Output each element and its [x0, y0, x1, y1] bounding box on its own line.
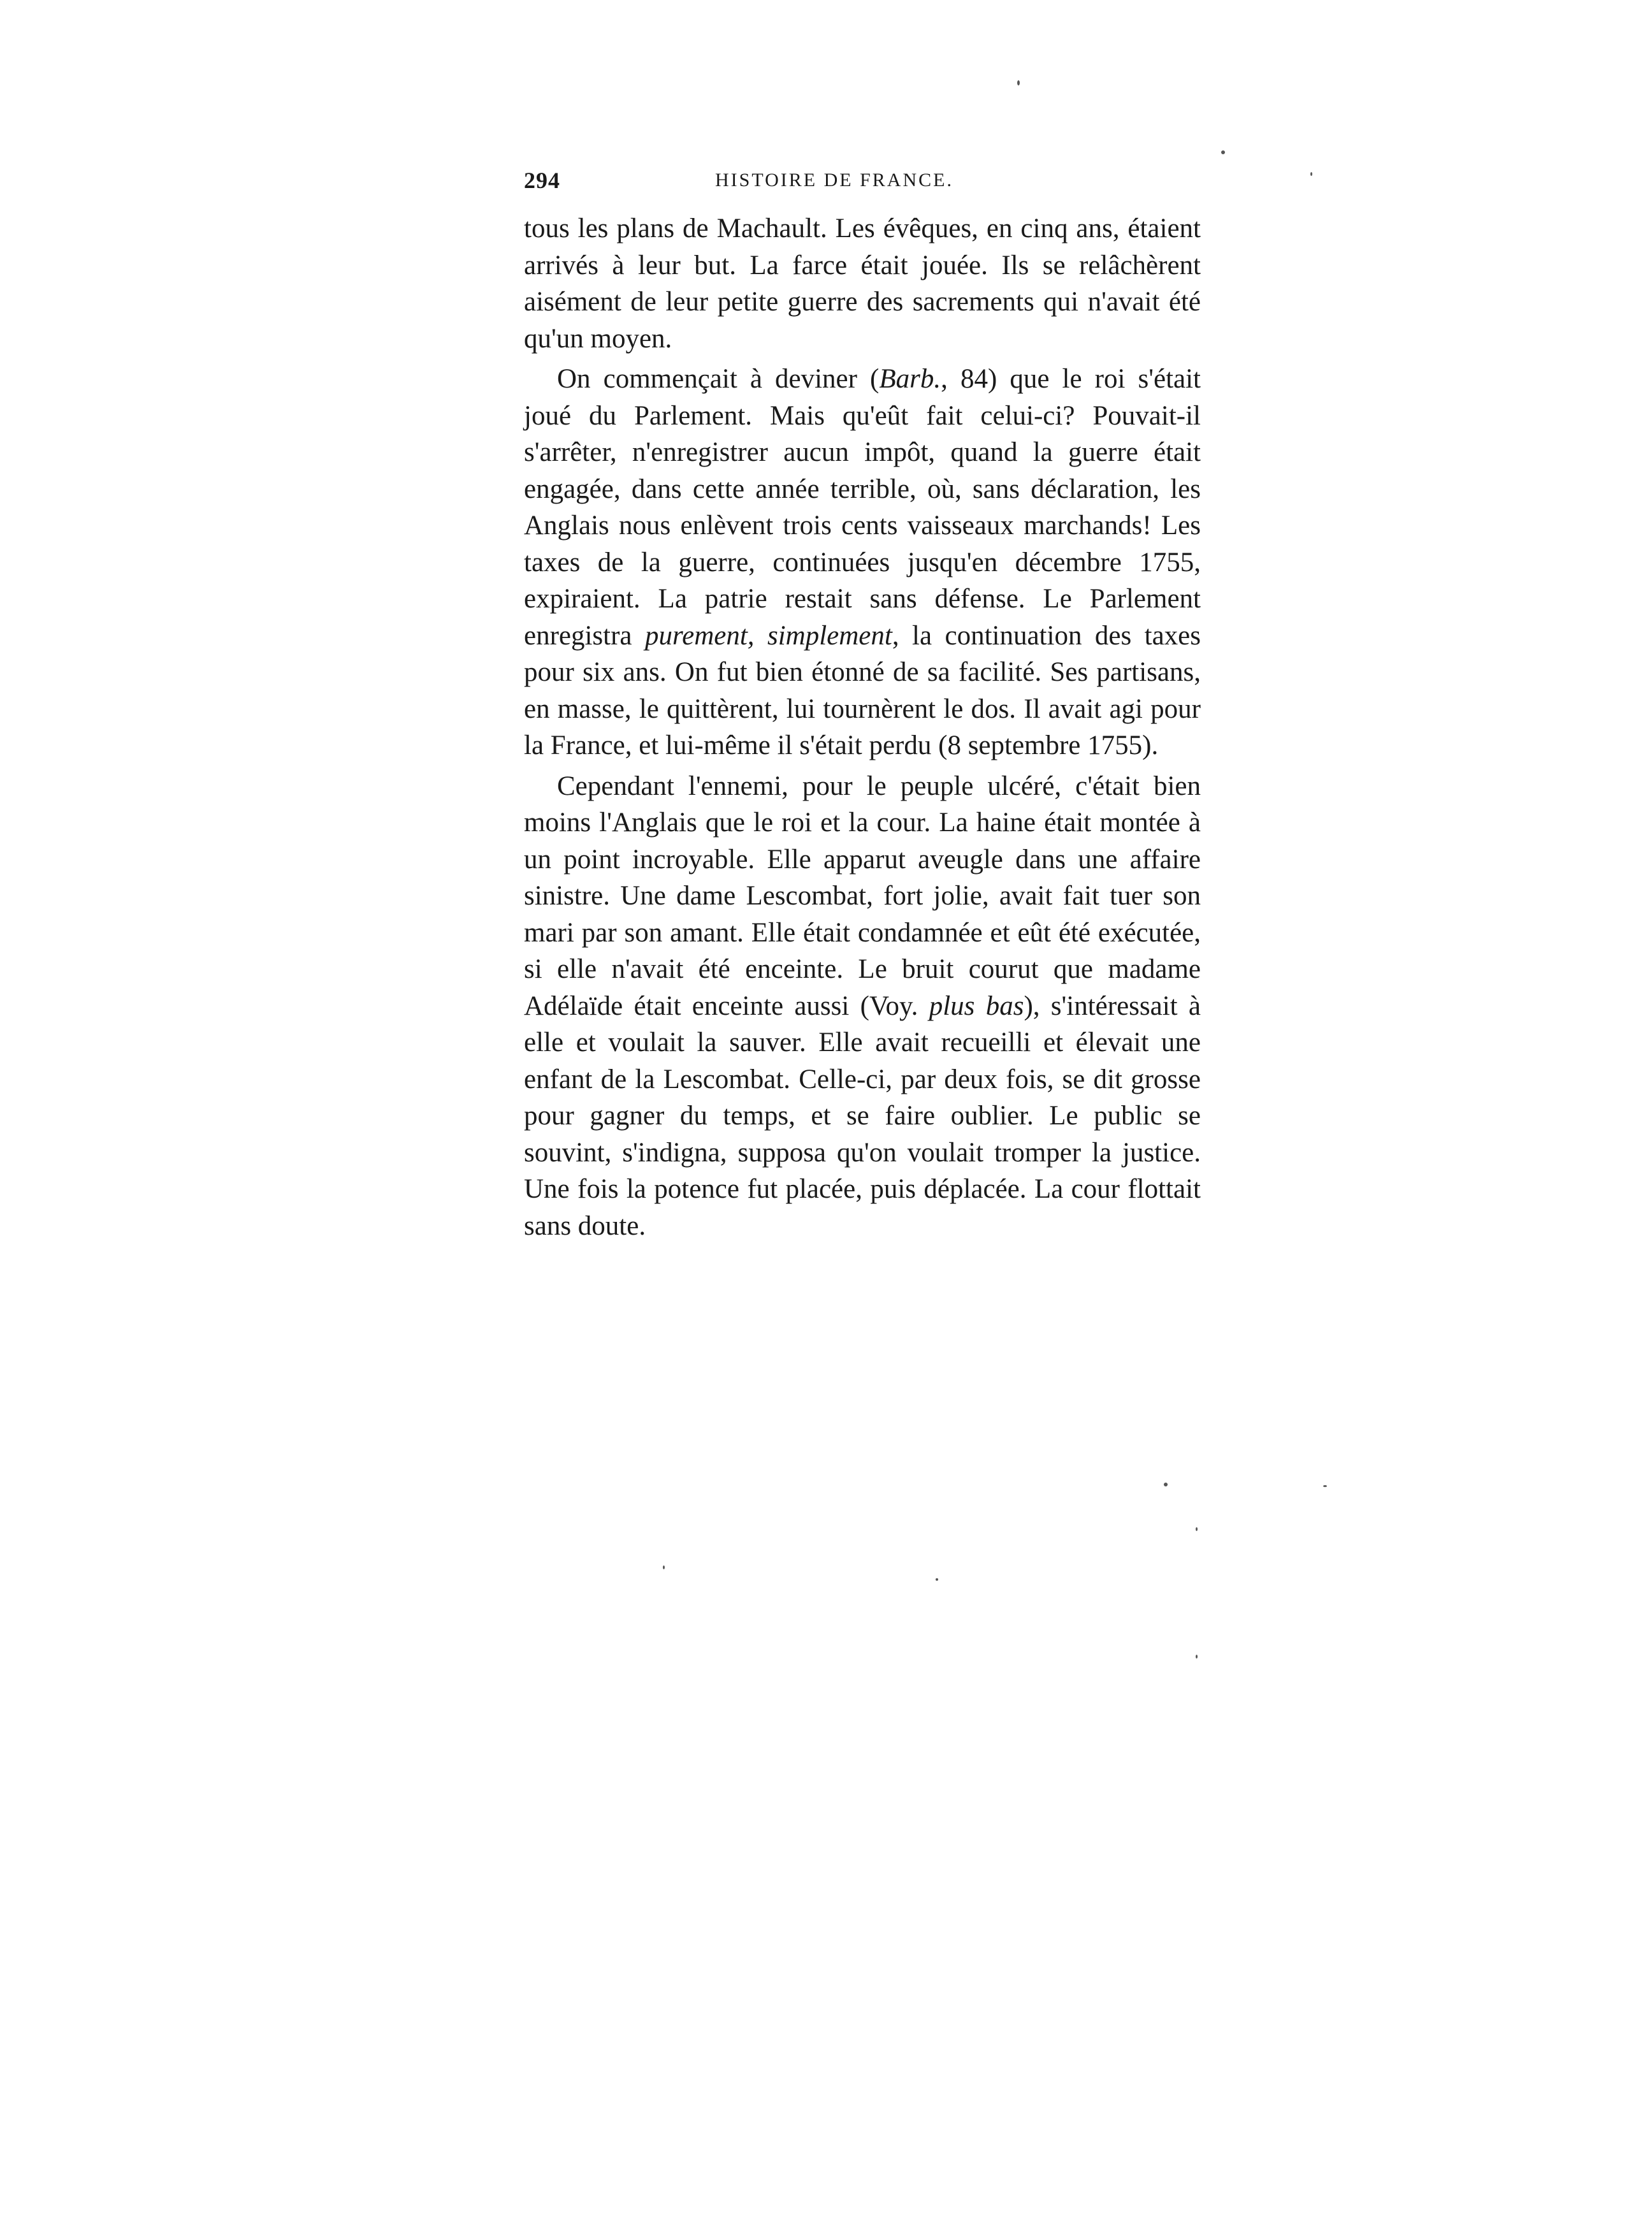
scan-speck [1310, 172, 1312, 176]
paragraph [524, 768, 1201, 1245]
text-segment: , 84) que le roi s'était joué du Parlement. Mais qu'eût fait celui-ci? Pouvait-il s'arrêter, n'enregistrer aucun impôt, quand la guerre était engagée, dans cette année terrible, où, sans déclaration, les Anglais nous enlèvent trois cents vaisseaux marchands! Les taxes de la guerre, continuées jusqu'en décembre 1755, expiraient. La patrie restait sans défense. Le Parlement enregistra [524, 364, 1201, 651]
scan-speck [936, 1578, 938, 1581]
paragraph [524, 361, 1201, 764]
italic-segment: plus bas [929, 991, 1024, 1021]
scan-speck [663, 1565, 665, 1569]
scan-speck [1323, 1485, 1327, 1487]
italic-segment: Barb. [879, 364, 941, 394]
scan-speck [1196, 1655, 1198, 1659]
page-number: 294 [524, 168, 560, 193]
scan-speck [1221, 150, 1225, 154]
text-segment: , la continuation des taxes pour six ans. On fut bien étonné de sa facilité. Ses partisans, en masse, le quittèrent, lui tournèrent le dos. Il avait agi pour la France, et lui-même il s'était perdu (8 septembre 1755). [524, 620, 1201, 760]
scan-speck [1196, 1527, 1198, 1531]
body-text [524, 210, 1201, 1248]
italic-segment: purement, simplement [644, 620, 892, 651]
text-segment: On commençait à deviner ( [557, 364, 880, 394]
page-header [524, 167, 1201, 205]
paragraph [524, 210, 1201, 357]
running-title: HISTOIRE DE FRANCE. [715, 170, 953, 191]
scan-speck [1164, 1483, 1168, 1486]
text-segment: tous les plans de Machault. Les évêques, en cinq ans, étaient arrivés à leur but. La farce était jouée. Ils se relâchèrent aisément de leur petite guerre des sacrements qui n'avait été qu'un moyen. [524, 214, 1201, 354]
text-segment: Cependant l'ennemi, pour le peuple ulcéré, c'était bien moins l'Anglais que le roi et la cour. La haine était montée à un point incroyable. Elle apparut aveugle dans une affaire sinistre. Une dame Lescombat, fort jolie, avait fait tuer son mari par son amant. Elle était condamnée et eût été exécutée, si elle n'avait été enceinte. Le bruit courut que madame Adélaïde était enceinte aussi (Voy. [524, 771, 1201, 1021]
text-segment: ), s'intéressait à elle et voulait la sauver. Elle avait recueilli et élevait une enfant de la Lescombat. Celle-ci, par deux fois, se dit grosse pour gagner du temps, et se faire oublier. Le public se souvint, s'indigna, supposa qu'on voulait tromper la justice. Une fois la potence fut placée, puis déplacée. La cour flottait sans doute. [524, 991, 1201, 1241]
scan-speck [1017, 80, 1020, 85]
